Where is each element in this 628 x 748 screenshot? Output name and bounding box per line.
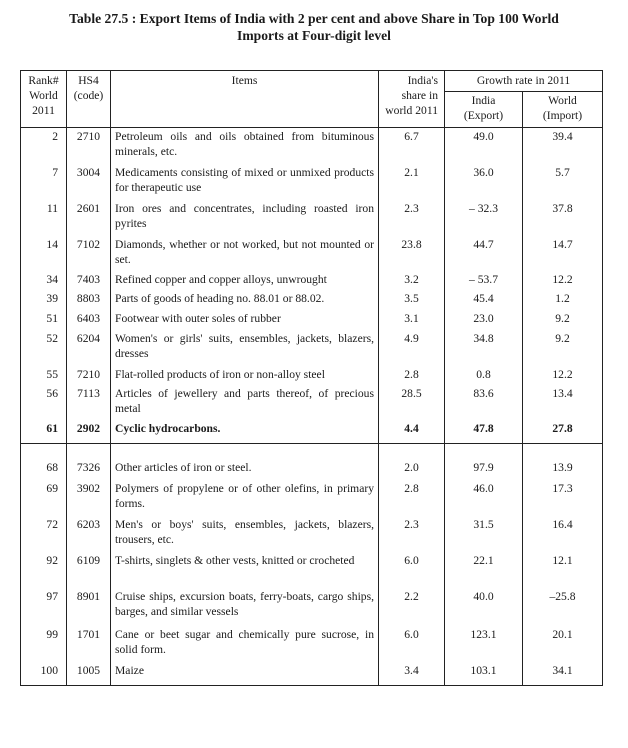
cell-share: 2.0 (379, 459, 445, 480)
cell-hs4: 8901 (67, 588, 111, 626)
table-title (0, 10, 628, 44)
cell-rank: 34 (21, 271, 67, 290)
cell-india: 34.8 (445, 330, 523, 366)
cell-rank: 92 (21, 552, 67, 588)
cell-item: Parts of goods of heading no. 88.01 or 88.02. (111, 290, 379, 310)
table-row (21, 310, 603, 330)
divider-cell (111, 444, 379, 460)
cell-world: 9.2 (523, 310, 603, 330)
table-row (21, 290, 603, 310)
cell-world: 1.2 (523, 290, 603, 310)
cell-world: 16.4 (523, 516, 603, 552)
cell-rank: 52 (21, 330, 67, 366)
cell-india: 123.1 (445, 626, 523, 662)
cell-world: 12.2 (523, 366, 603, 385)
cell-item: Petroleum oils and oils obtained from bituminous minerals, etc. (111, 128, 379, 165)
table-row (21, 385, 603, 420)
cell-share: 2.2 (379, 588, 445, 626)
divider-cell (523, 444, 603, 460)
header-india-export: India (Export) (445, 92, 523, 128)
cell-hs4: 3902 (67, 480, 111, 516)
cell-hs4: 6203 (67, 516, 111, 552)
table-row (21, 552, 603, 588)
cell-share: 2.3 (379, 516, 445, 552)
cell-item: Cruise ships, excursion boats, ferry-boats, cargo ships, barges, and similar vessels (111, 588, 379, 626)
cell-item: Flat-rolled products of iron or non-alloy steel (111, 366, 379, 385)
cell-item: Women's or girls' suits, ensembles, jackets, blazers, dresses (111, 330, 379, 366)
cell-share: 2.8 (379, 366, 445, 385)
cell-item: Footwear with outer soles of rubber (111, 310, 379, 330)
cell-rank: 100 (21, 662, 67, 686)
cell-share: 3.5 (379, 290, 445, 310)
cell-world: 39.4 (523, 128, 603, 165)
cell-hs4: 2601 (67, 200, 111, 236)
cell-hs4: 2902 (67, 420, 111, 444)
cell-india: 22.1 (445, 552, 523, 588)
cell-india: 40.0 (445, 588, 523, 626)
table-body (21, 128, 603, 686)
cell-hs4: 3004 (67, 164, 111, 200)
cell-hs4: 8803 (67, 290, 111, 310)
divider-cell (379, 444, 445, 460)
cell-item: Medicaments consisting of mixed or unmixed products for therapeutic use (111, 164, 379, 200)
cell-share: 3.1 (379, 310, 445, 330)
cell-rank: 99 (21, 626, 67, 662)
cell-india: 0.8 (445, 366, 523, 385)
cell-item: Other articles of iron or steel. (111, 459, 379, 480)
cell-rank: 68 (21, 459, 67, 480)
table-title-line2: Imports at Four-digit level (237, 28, 391, 43)
table-row (21, 366, 603, 385)
table-row (21, 420, 603, 444)
table-row (21, 459, 603, 480)
cell-rank: 39 (21, 290, 67, 310)
table-row (21, 128, 603, 165)
cell-hs4: 6109 (67, 552, 111, 588)
cell-item: Maize (111, 662, 379, 686)
cell-world: 27.8 (523, 420, 603, 444)
cell-share: 4.4 (379, 420, 445, 444)
cell-world: 12.1 (523, 552, 603, 588)
cell-share: 23.8 (379, 236, 445, 271)
cell-india: 45.4 (445, 290, 523, 310)
cell-rank: 51 (21, 310, 67, 330)
table-title-line1: Table 27.5 : Export Items of India with 2 per cent and above Share in Top 100 World (69, 11, 559, 26)
cell-india: 46.0 (445, 480, 523, 516)
cell-item: Polymers of propylene or of other olefins, in primary forms. (111, 480, 379, 516)
cell-world: 12.2 (523, 271, 603, 290)
cell-world: 14.7 (523, 236, 603, 271)
cell-world: 13.4 (523, 385, 603, 420)
cell-rank: 72 (21, 516, 67, 552)
cell-item: T-shirts, singlets & other vests, knitted or crocheted (111, 552, 379, 588)
cell-share: 6.0 (379, 552, 445, 588)
cell-share: 3.4 (379, 662, 445, 686)
cell-india: 83.6 (445, 385, 523, 420)
divider-cell (21, 444, 67, 460)
cell-world: –25.8 (523, 588, 603, 626)
cell-hs4: 7210 (67, 366, 111, 385)
cell-india: 49.0 (445, 128, 523, 165)
cell-hs4: 1701 (67, 626, 111, 662)
header-items: Items (111, 71, 379, 128)
cell-rank: 7 (21, 164, 67, 200)
cell-hs4: 1005 (67, 662, 111, 686)
cell-item: Cyclic hydrocarbons. (111, 420, 379, 444)
cell-rank: 69 (21, 480, 67, 516)
cell-rank: 14 (21, 236, 67, 271)
cell-world: 13.9 (523, 459, 603, 480)
table-row (21, 588, 603, 626)
cell-india: 97.9 (445, 459, 523, 480)
cell-hs4: 7113 (67, 385, 111, 420)
cell-item: Cane or beet sugar and chemically pure sucrose, in solid form. (111, 626, 379, 662)
cell-item: Iron ores and concentrates, including roasted iron pyrites (111, 200, 379, 236)
cell-share: 2.1 (379, 164, 445, 200)
cell-world: 37.8 (523, 200, 603, 236)
cell-share: 28.5 (379, 385, 445, 420)
table-row (21, 164, 603, 200)
cell-world: 5.7 (523, 164, 603, 200)
table-row (21, 516, 603, 552)
table-row (21, 271, 603, 290)
header-hs4: HS4 (code) (67, 71, 111, 128)
cell-hs4: 2710 (67, 128, 111, 165)
cell-item: Men's or boys' suits, ensembles, jackets, blazers, trousers, etc. (111, 516, 379, 552)
cell-hs4: 7102 (67, 236, 111, 271)
cell-rank: 55 (21, 366, 67, 385)
table-row (21, 662, 603, 686)
cell-india: 36.0 (445, 164, 523, 200)
divider-cell (445, 444, 523, 460)
cell-rank: 97 (21, 588, 67, 626)
cell-world: 34.1 (523, 662, 603, 686)
cell-india: 44.7 (445, 236, 523, 271)
cell-share: 2.8 (379, 480, 445, 516)
table-row (21, 480, 603, 516)
cell-rank: 11 (21, 200, 67, 236)
cell-rank: 61 (21, 420, 67, 444)
cell-share: 6.7 (379, 128, 445, 165)
header-growth-rate: Growth rate in 2011 (445, 71, 603, 92)
divider-cell (67, 444, 111, 460)
export-items-table (20, 70, 603, 686)
cell-rank: 56 (21, 385, 67, 420)
cell-item: Diamonds, whether or not worked, but not mounted or set. (111, 236, 379, 271)
header-rank: Rank# World 2011 (21, 71, 67, 128)
cell-rank: 2 (21, 128, 67, 165)
cell-share: 2.3 (379, 200, 445, 236)
header-world-import: World (Import) (523, 92, 603, 128)
cell-share: 6.0 (379, 626, 445, 662)
section-divider (21, 444, 603, 460)
export-table-container (20, 70, 602, 746)
cell-share: 3.2 (379, 271, 445, 290)
cell-india: – 32.3 (445, 200, 523, 236)
cell-india: 31.5 (445, 516, 523, 552)
cell-world: 17.3 (523, 480, 603, 516)
table-row (21, 200, 603, 236)
cell-india: 103.1 (445, 662, 523, 686)
table-row (21, 236, 603, 271)
cell-hs4: 6204 (67, 330, 111, 366)
cell-hs4: 7326 (67, 459, 111, 480)
cell-share: 4.9 (379, 330, 445, 366)
cell-india: 47.8 (445, 420, 523, 444)
table-row (21, 626, 603, 662)
cell-item: Articles of jewellery and parts thereof, of precious metal (111, 385, 379, 420)
header-share: India's share in world 2011 (379, 71, 445, 128)
cell-india: 23.0 (445, 310, 523, 330)
cell-hs4: 6403 (67, 310, 111, 330)
cell-world: 9.2 (523, 330, 603, 366)
cell-world: 20.1 (523, 626, 603, 662)
cell-item: Refined copper and copper alloys, unwrought (111, 271, 379, 290)
cell-india: – 53.7 (445, 271, 523, 290)
table-row (21, 330, 603, 366)
cell-hs4: 7403 (67, 271, 111, 290)
